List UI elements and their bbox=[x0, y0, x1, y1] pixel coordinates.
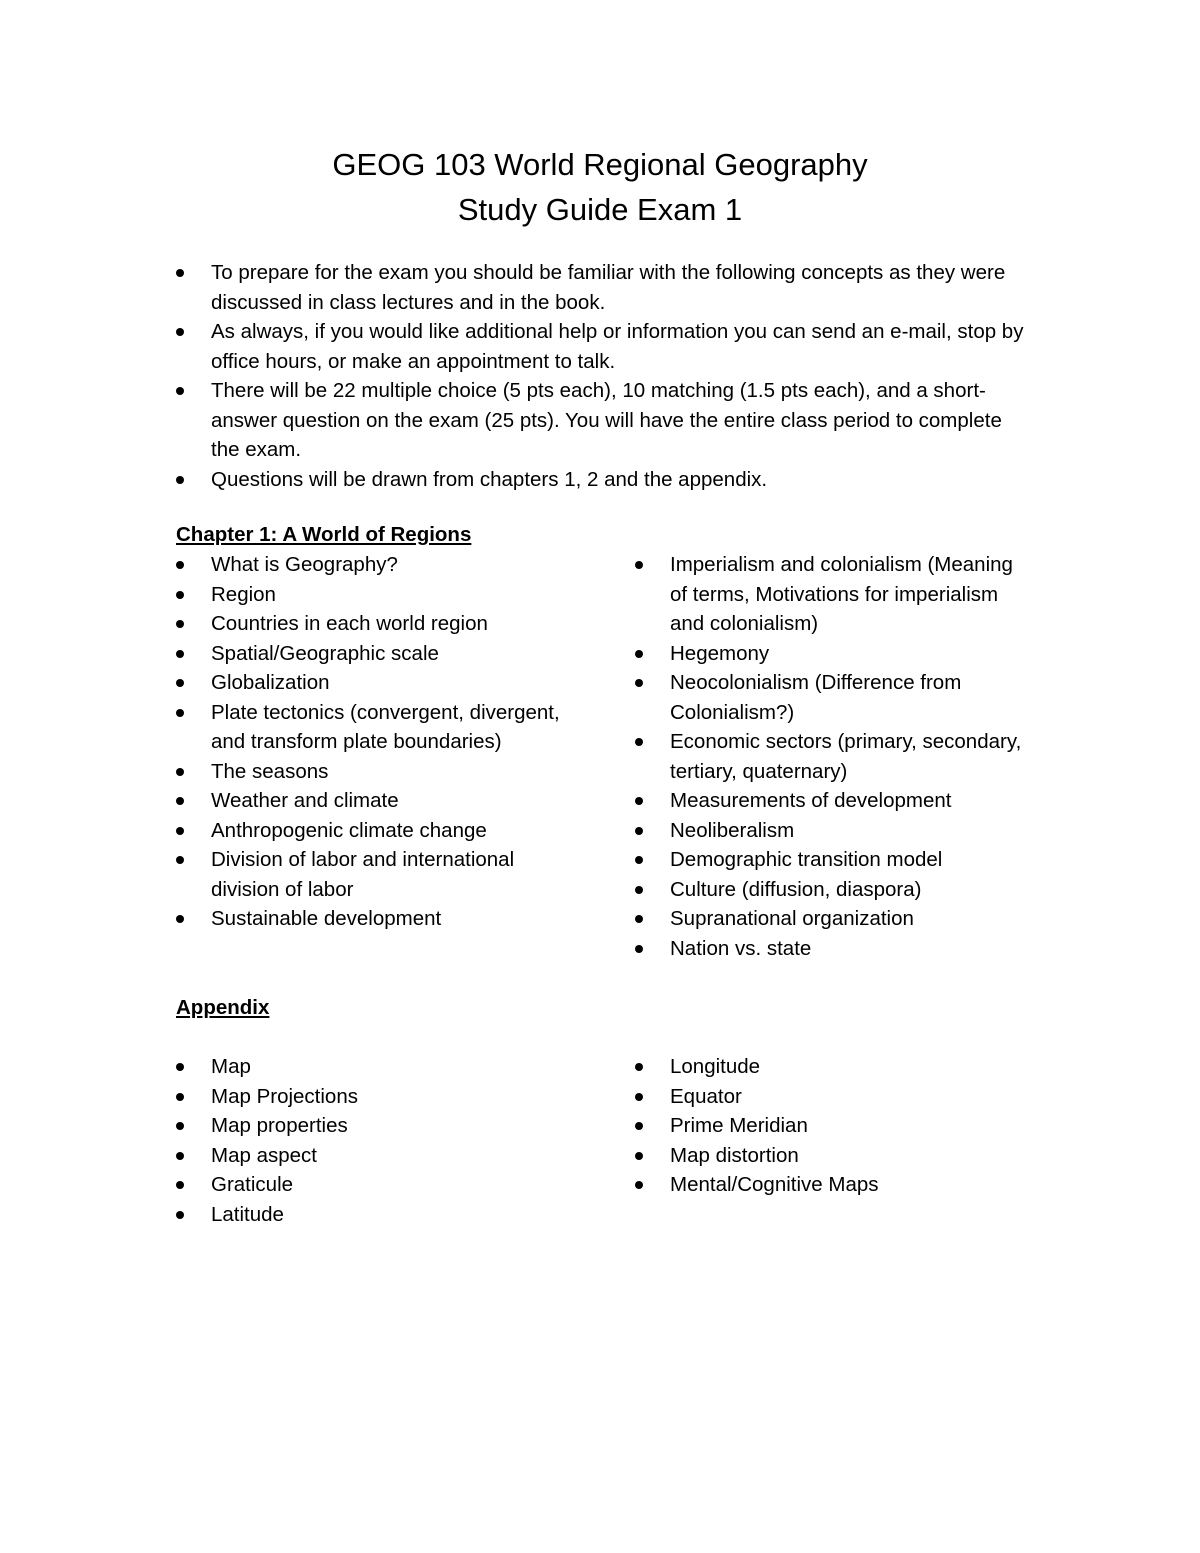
list-item: As always, if you would like additional help or information you can send an e-mail, stop by office hours, or make an appointment to talk. bbox=[176, 317, 1036, 376]
list-item: Measurements of development bbox=[635, 786, 1030, 816]
list-item: Graticule bbox=[176, 1170, 571, 1200]
bullet-icon bbox=[635, 650, 643, 658]
bullet-icon bbox=[176, 797, 184, 805]
list-item: Neocolonialism (Difference from Colonialism?) bbox=[635, 668, 1030, 727]
appendix-left-list bbox=[176, 1052, 571, 1229]
list-item: What is Geography? bbox=[176, 550, 571, 580]
bullet-icon bbox=[176, 1122, 184, 1130]
list-item: Map aspect bbox=[176, 1141, 571, 1171]
bullet-icon bbox=[635, 797, 643, 805]
bullet-icon bbox=[176, 620, 184, 628]
list-item: Sustainable development bbox=[176, 904, 571, 934]
bullet-icon bbox=[176, 768, 184, 776]
chapter1-heading: Chapter 1: A World of Regions bbox=[176, 523, 472, 546]
bullet-icon bbox=[176, 328, 184, 336]
appendix-right-list bbox=[635, 1052, 1030, 1200]
list-item: Supranational organization bbox=[635, 904, 1030, 934]
chapter1-right-list bbox=[635, 550, 1030, 963]
bullet-icon bbox=[176, 856, 184, 864]
bullet-icon bbox=[176, 561, 184, 569]
bullet-icon bbox=[176, 915, 184, 923]
list-item: Map Projections bbox=[176, 1082, 571, 1112]
list-item: Plate tectonics (convergent, divergent, and transform plate boundaries) bbox=[176, 698, 571, 757]
list-item: Anthropogenic climate change bbox=[176, 816, 571, 846]
bullet-icon bbox=[176, 709, 184, 717]
bullet-icon bbox=[176, 1093, 184, 1101]
bullet-icon bbox=[176, 476, 184, 484]
bullet-icon bbox=[176, 1063, 184, 1071]
list-item: Countries in each world region bbox=[176, 609, 571, 639]
intro-list bbox=[176, 258, 1036, 494]
list-item: Neoliberalism bbox=[635, 816, 1030, 846]
bullet-icon bbox=[635, 856, 643, 864]
bullet-icon bbox=[176, 591, 184, 599]
list-item: Economic sectors (primary, secondary, tertiary, quaternary) bbox=[635, 727, 1030, 786]
list-item: Questions will be drawn from chapters 1, 2 and the appendix. bbox=[176, 465, 1036, 495]
bullet-icon bbox=[635, 915, 643, 923]
bullet-icon bbox=[635, 1181, 643, 1189]
list-item: Weather and climate bbox=[176, 786, 571, 816]
list-item: Map distortion bbox=[635, 1141, 1030, 1171]
bullet-icon bbox=[635, 1093, 643, 1101]
bullet-icon bbox=[176, 1152, 184, 1160]
list-item: Nation vs. state bbox=[635, 934, 1030, 964]
bullet-icon bbox=[635, 1122, 643, 1130]
list-item: Longitude bbox=[635, 1052, 1030, 1082]
list-item: Spatial/Geographic scale bbox=[176, 639, 571, 669]
bullet-icon bbox=[635, 679, 643, 687]
list-item: Globalization bbox=[176, 668, 571, 698]
list-item: Map bbox=[176, 1052, 571, 1082]
bullet-icon bbox=[635, 886, 643, 894]
list-item: Region bbox=[176, 580, 571, 610]
bullet-icon bbox=[635, 1063, 643, 1071]
bullet-icon bbox=[176, 650, 184, 658]
list-item: Mental/Cognitive Maps bbox=[635, 1170, 1030, 1200]
list-item: There will be 22 multiple choice (5 pts each), 10 matching (1.5 pts each), and a short-answer question on the exam (25 pts). You will have the entire class period to complete the exam. bbox=[176, 376, 1036, 465]
chapter1-left-list bbox=[176, 550, 571, 934]
bullet-icon bbox=[635, 738, 643, 746]
bullet-icon bbox=[635, 827, 643, 835]
document-title: GEOG 103 World Regional Geography bbox=[332, 147, 868, 182]
list-item: Latitude bbox=[176, 1200, 571, 1230]
list-item: Map properties bbox=[176, 1111, 571, 1141]
list-item: Division of labor and international division of labor bbox=[176, 845, 571, 904]
bullet-icon bbox=[176, 1181, 184, 1189]
bullet-icon bbox=[176, 679, 184, 687]
bullet-icon bbox=[635, 561, 643, 569]
list-item: Demographic transition model bbox=[635, 845, 1030, 875]
list-item: The seasons bbox=[176, 757, 571, 787]
list-item: To prepare for the exam you should be familiar with the following concepts as they were discussed in class lectures and in the book. bbox=[176, 258, 1036, 317]
bullet-icon bbox=[176, 269, 184, 277]
document-subtitle: Study Guide Exam 1 bbox=[457, 192, 743, 227]
bullet-icon bbox=[635, 945, 643, 953]
list-item: Hegemony bbox=[635, 639, 1030, 669]
bullet-icon bbox=[176, 1211, 184, 1219]
list-item: Culture (diffusion, diaspora) bbox=[635, 875, 1030, 905]
list-item: Prime Meridian bbox=[635, 1111, 1030, 1141]
bullet-icon bbox=[176, 827, 184, 835]
bullet-icon bbox=[176, 387, 184, 395]
list-item: Equator bbox=[635, 1082, 1030, 1112]
bullet-icon bbox=[635, 1152, 643, 1160]
appendix-heading: Appendix bbox=[176, 996, 270, 1019]
list-item: Imperialism and colonialism (Meaning of terms, Motivations for imperialism and colonialism) bbox=[635, 550, 1030, 639]
